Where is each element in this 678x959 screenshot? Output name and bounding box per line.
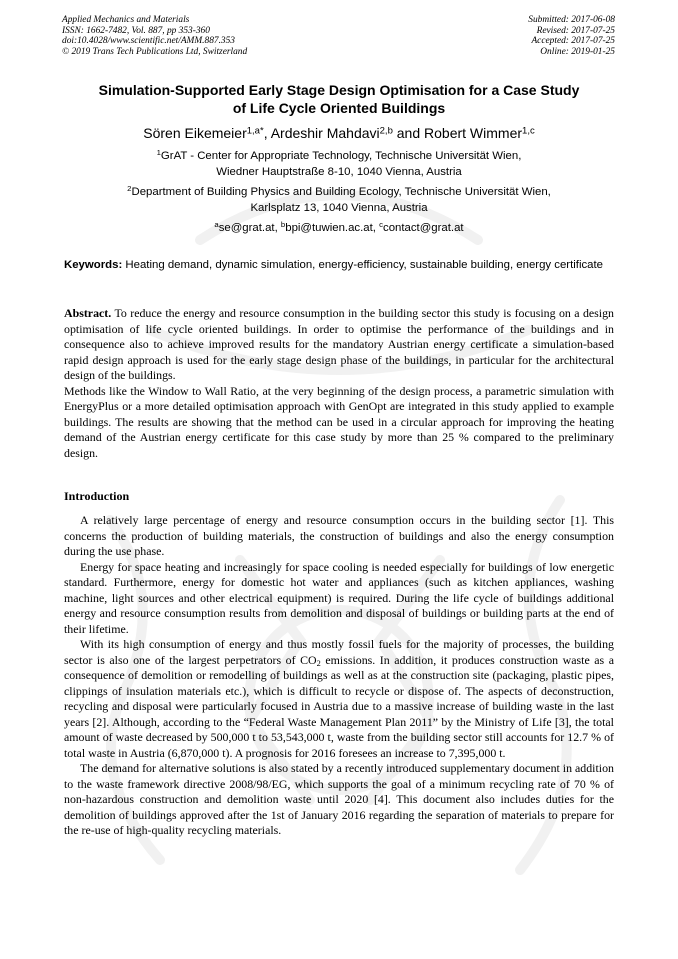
issn-line: ISSN: 1662-7482, Vol. 887, pp 353-360 <box>62 25 210 36</box>
online-date: Online: 2019-01-25 <box>540 46 615 57</box>
intro-paragraph: The demand for alternative solutions is also stated by a recently introduced supplementary document in addition to the waste framework directive 2008/98/EG, which supports the goal of a minimum recycling rate of 70 % of non-hazardous construction and demolition waste until 2020 [4]. This document also includes duties for the demolition of buildings approved after the 1st of January 2016 regarding the separation of materials to prepare for the re-use of high-quality recycling materials. <box>64 761 614 837</box>
author-name: Ardeshir Mahdavi <box>270 125 380 141</box>
accepted-date: Accepted: 2017-07-25 <box>531 36 615 47</box>
email-sup: b <box>280 220 286 230</box>
author-sup: 1,a* <box>246 125 264 137</box>
section-heading-introduction: Introduction <box>64 489 130 503</box>
intro-paragraph: A relatively large percentage of energy and resource consumption occurs in the building sector [1]. This concerns the production of building materials, the construction of buildings and also the energy consumption during the use phase. <box>64 513 614 558</box>
introduction-section <box>64 513 614 839</box>
author-separator: , <box>263 125 271 141</box>
email-address[interactable]: bpi@tuwien.ac.at, <box>285 222 380 234</box>
paper-title <box>40 81 638 117</box>
submission-dates <box>528 15 615 57</box>
abstract-text: To reduce the energy and resource consumption in the building sector this study is focusing on a design optimisation of life cycle oriented buildings. In order to optimise the performance of the buildings and in consequence also to achieve improved results for the mandatory Austrian energy certificate a simulation-based rapid design approach is used for the early stage design phase of the buildings, in particular for the architectural design of the buildings. <box>64 306 614 382</box>
author-sup: 1,c <box>522 125 535 137</box>
submitted-date: Submitted: 2017-06-08 <box>528 15 615 25</box>
affiliation-line: Wiedner Hauptstraße 8-10, 1040 Vienna, Austria <box>216 166 462 178</box>
intro-text: emissions. In addition, it produces construction waste as a consequence of demolition or remodelling of buildings as well as at the construction site (packaging, plastic pipes, clippings of insulation materials etc.), which is difficult to recycle or dispose of. The aspects of deconstruction, recycling and disposal were particularly focused in Austria due to a massive increase of building waste in the last years [2]. Although, according to the “Federal Waste Management Plan 2011” by the Ministry of Life [3], the total amount of waste decreased by 500,000 t to 53,543,000 t, waste from the building sector still accounts for 12.7 % of total waste in Austria (6,870,000 t). A prognosis for 2016 foresees an increase to 7,395,000 t. <box>64 652 615 760</box>
copyright-line: © 2019 Trans Tech Publications Ltd, Switzerland <box>62 46 248 57</box>
email-address[interactable]: contact@grat.at <box>383 222 464 234</box>
intro-paragraph: Energy for space heating and increasingly for space cooling is needed especially for buildings of low energetic standard. Furthermore, energy for domestic hot water and appliances (such as kitchen appliances, washing machine, light sources and other electrical equipment) is required. During the life cycle of buildings additional energy and resource consumption results from demolition and disposal of buildings or building parts at the end of their lifetime. <box>64 559 614 636</box>
keywords-text: Heating demand, dynamic simulation, energy-efficiency, sustainable building, energy certificate <box>122 259 604 271</box>
subscript: 2 <box>316 658 321 668</box>
revised-date: Revised: 2017-07-25 <box>536 25 615 36</box>
abstract-paragraph <box>64 306 614 384</box>
affiliation-2 <box>40 184 638 216</box>
affiliation-sup: 2 <box>127 184 132 194</box>
abstract-paragraph: Methods like the Window to Wall Ratio, at the very beginning of the design process, a parametric simulation with EnergyPlus or a more detailed optimisation approach with GenOpt are integrated in this study applied to example buildings. The results are showing that the method can be used in a circular approach for improving the heating demand of the Austrian energy certificate for this case study by more than 25 % compared to the preliminary design. <box>64 383 614 460</box>
intro-text: With its high consumption of energy and thus mostly fossil fuels for the majority of processes, the building sector is also one of the largest perpetrators of CO <box>64 637 614 667</box>
email-sup: a <box>214 220 219 230</box>
abstract-label: Abstract. <box>64 306 112 320</box>
affiliation-line: Karlsplatz 13, 1040 Vienna, Austria <box>250 202 428 214</box>
keywords-section <box>64 258 614 273</box>
affiliation-sup: 1 <box>156 148 161 158</box>
intro-paragraph <box>64 637 614 761</box>
author-name: Sören Eikemeier <box>143 125 247 141</box>
title-line-1: Simulation-Supported Early Stage Design Optimisation for a Case Study <box>98 82 580 98</box>
email-list <box>40 220 638 236</box>
email-address[interactable]: se@grat.at, <box>218 222 281 234</box>
author-list <box>40 124 638 142</box>
affiliation-1 <box>40 148 638 180</box>
journal-info <box>62 15 247 57</box>
author-name: Robert Wimmer <box>424 125 523 141</box>
author-sup: 2,b <box>379 125 393 137</box>
author-separator: and <box>392 125 425 141</box>
abstract-section <box>64 306 614 461</box>
journal-name: Applied Mechanics and Materials <box>62 15 190 25</box>
doi-line: doi:10.4028/www.scientific.net/AMM.887.353 <box>62 36 235 47</box>
email-sup: c <box>379 220 383 230</box>
affiliation-line: Department of Building Physics and Building Ecology, Technische Universität Wien, <box>131 186 551 198</box>
title-line-2: of Life Cycle Oriented Buildings <box>232 100 446 116</box>
affiliation-line: GrAT - Center for Appropriate Technology, Technische Universität Wien, <box>160 150 522 162</box>
keywords-label: Keywords: <box>64 259 123 271</box>
